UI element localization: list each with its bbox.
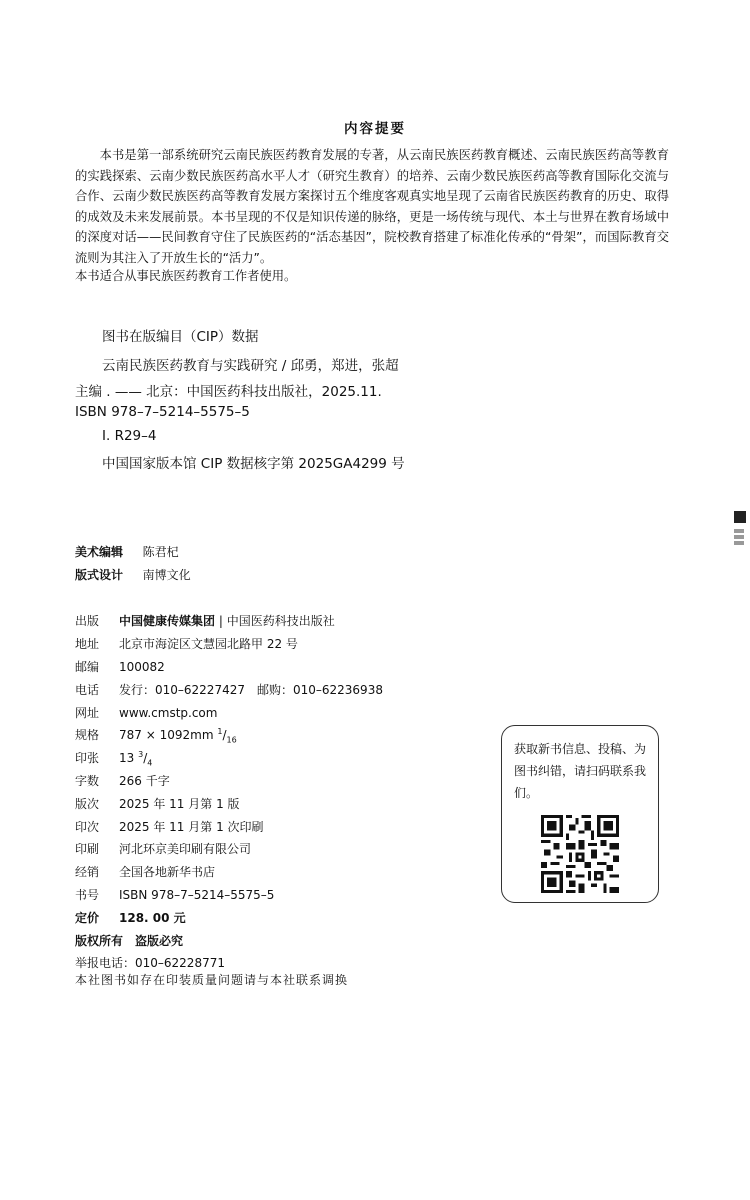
words-label: 字数: [75, 774, 100, 788]
publisher-label: 出版: [75, 614, 100, 628]
price-label: 定价: [75, 911, 100, 925]
qr-code-icon[interactable]: [541, 815, 619, 893]
distributor-label: 经销: [75, 865, 100, 879]
distributor-value: 全国各地新华书店: [119, 865, 216, 879]
postcode-label: 邮编: [75, 660, 100, 674]
art-editor-row: [75, 543, 179, 560]
cip-line-title: 云南民族医药教育与实践研究 / 邱勇，郑进，张超: [102, 358, 399, 374]
edition-row: [75, 795, 240, 812]
summary-audience: 本书适合从事民族医药教育工作者使用。: [75, 269, 297, 283]
registration-mark-icon: [734, 511, 746, 551]
cip-heading: 图书在版编目（CIP）数据: [102, 329, 259, 345]
qr-caption: 获取新书信息、投稿、为图书纠错，请扫码联系我们。: [514, 742, 647, 800]
printer-label: 印刷: [75, 842, 100, 856]
sheets-row: 印张 13 $^3/_4$: [75, 750, 153, 768]
book-number-row: [75, 886, 274, 903]
format-fraction-den: 16: [226, 735, 237, 745]
website-label: 网址: [75, 706, 100, 720]
format-label: 规格: [75, 728, 100, 742]
layout-design-row: [75, 566, 191, 583]
address-value: 北京市海淀区文慧园北路甲 22 号: [119, 637, 298, 651]
cip-line-record: 中国国家版本馆 CIP 数据核字第 2025GA4299 号: [102, 456, 405, 472]
sheets-value: 13: [119, 751, 135, 765]
book-number-label: 书号: [75, 888, 100, 902]
publisher-group: 中国健康传媒集团: [119, 614, 216, 628]
cip-line-classification: Ⅰ. R29–4: [102, 428, 157, 444]
quality-note: 本社图书如存在印装质量问题请与本社联系调换: [75, 973, 349, 987]
publisher-separator: |: [218, 614, 223, 628]
publisher-name: 中国医药科技出版社: [226, 614, 335, 628]
summary-paragraph: 本书是第一部系统研究云南民族医药教育发展的专著，从云南民族医药教育概述、云南民族医药高等教育的实践探索、云南少数民族医药高水平人才（研究生教育）的培养、云南少数民族医药高等教育国际化交流与合作、云南少数民族医药高等教育发展方案探讨五个维度客观真实地呈现了云南省民族医药教育的历史、取得的成效及未来发展前景。本书呈现的不仅是知识传递的脉络，更是一场传统与现代、本土与世界在教育场域中的深度对话——民间教育守住了民族医药的“活态基因”，院校教育搭建了标准化传承的“骨架”，而国际教育交流则为其注入了开放生长的“活力”。: [75, 148, 669, 265]
price-row: [75, 909, 186, 926]
edition-label: 版次: [75, 797, 100, 811]
art-editor-label: 美术编辑: [75, 545, 124, 559]
website-row: [75, 704, 217, 721]
layout-design-label: 版式设计: [75, 568, 124, 582]
price-value: 128. 00 元: [119, 911, 186, 925]
printing-value: 2025 年 11 月第 1 次印刷: [119, 820, 264, 834]
sheets-fraction-den: 4: [147, 758, 153, 768]
sheets-label: 印张: [75, 751, 100, 765]
phone-row: [75, 681, 383, 698]
phone-label: 电话: [75, 683, 100, 697]
cip-line-isbn: ISBN 978–7–5214–5575–5: [75, 404, 250, 420]
sheets-fraction-num: 3: [138, 750, 144, 759]
website-value: www.cmstp.com: [119, 706, 218, 720]
postcode-value: 100082: [119, 660, 165, 674]
printer-value: 河北环京美印刷有限公司: [119, 842, 252, 856]
printer-row: [75, 840, 251, 857]
art-editor-name: 陈君杞: [142, 545, 179, 559]
address-row: [75, 635, 298, 652]
rights-notice: 版权所有 盗版必究: [75, 934, 184, 948]
postcode-row: [75, 658, 165, 675]
layout-design-name: 南博文化: [142, 568, 191, 582]
edition-value: 2025 年 11 月第 1 版: [119, 797, 240, 811]
format-fraction-num: 1: [217, 727, 223, 736]
words-value: 266 千字: [119, 774, 170, 788]
report-phone: 举报电话：010–62228771: [75, 956, 225, 970]
address-label: 地址: [75, 637, 100, 651]
book-number-value: ISBN 978–7–5214–5575–5: [119, 888, 275, 902]
cip-line-publisher: 主编 . —— 北京：中国医药科技出版社，2025.11.: [75, 384, 382, 400]
phone-value: 发行：010–62227427 邮购：010–62236938: [119, 683, 383, 697]
format-row: 规格 787 × 1092mm $^1/_{16}$: [75, 727, 237, 745]
printing-row: [75, 818, 264, 835]
words-row: [75, 772, 170, 789]
printing-label: 印次: [75, 820, 100, 834]
summary-title: 内容提要: [344, 121, 406, 137]
publisher-row: [75, 612, 335, 629]
format-value: 787 × 1092mm: [119, 728, 214, 742]
distributor-row: [75, 863, 215, 880]
